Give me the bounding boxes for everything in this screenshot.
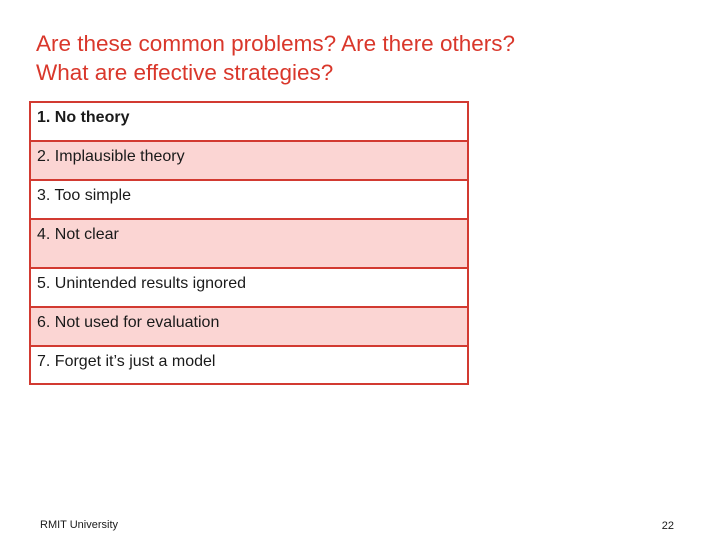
list-item-forget-model: 7. Forget it’s just a model — [31, 347, 467, 383]
list-item-no-theory: 1. No theory — [31, 103, 467, 140]
slide-title-line-1: Are these common problems? Are there others? — [36, 31, 515, 56]
list-item-not-used-for-evaluation: 6. Not used for evaluation — [31, 308, 467, 345]
list-item-too-simple: 3. Too simple — [31, 181, 467, 218]
slide-title-line-2: What are effective strategies? — [36, 60, 334, 85]
problem-list — [29, 101, 469, 385]
list-item-not-clear: 4. Not clear — [31, 220, 467, 267]
footer-organization: RMIT University — [40, 519, 119, 531]
page-number: 22 — [661, 520, 674, 532]
list-item-unintended-results: 5. Unintended results ignored — [31, 269, 467, 306]
list-item-implausible-theory: 2. Implausible theory — [31, 142, 467, 179]
slide-title — [36, 29, 686, 87]
